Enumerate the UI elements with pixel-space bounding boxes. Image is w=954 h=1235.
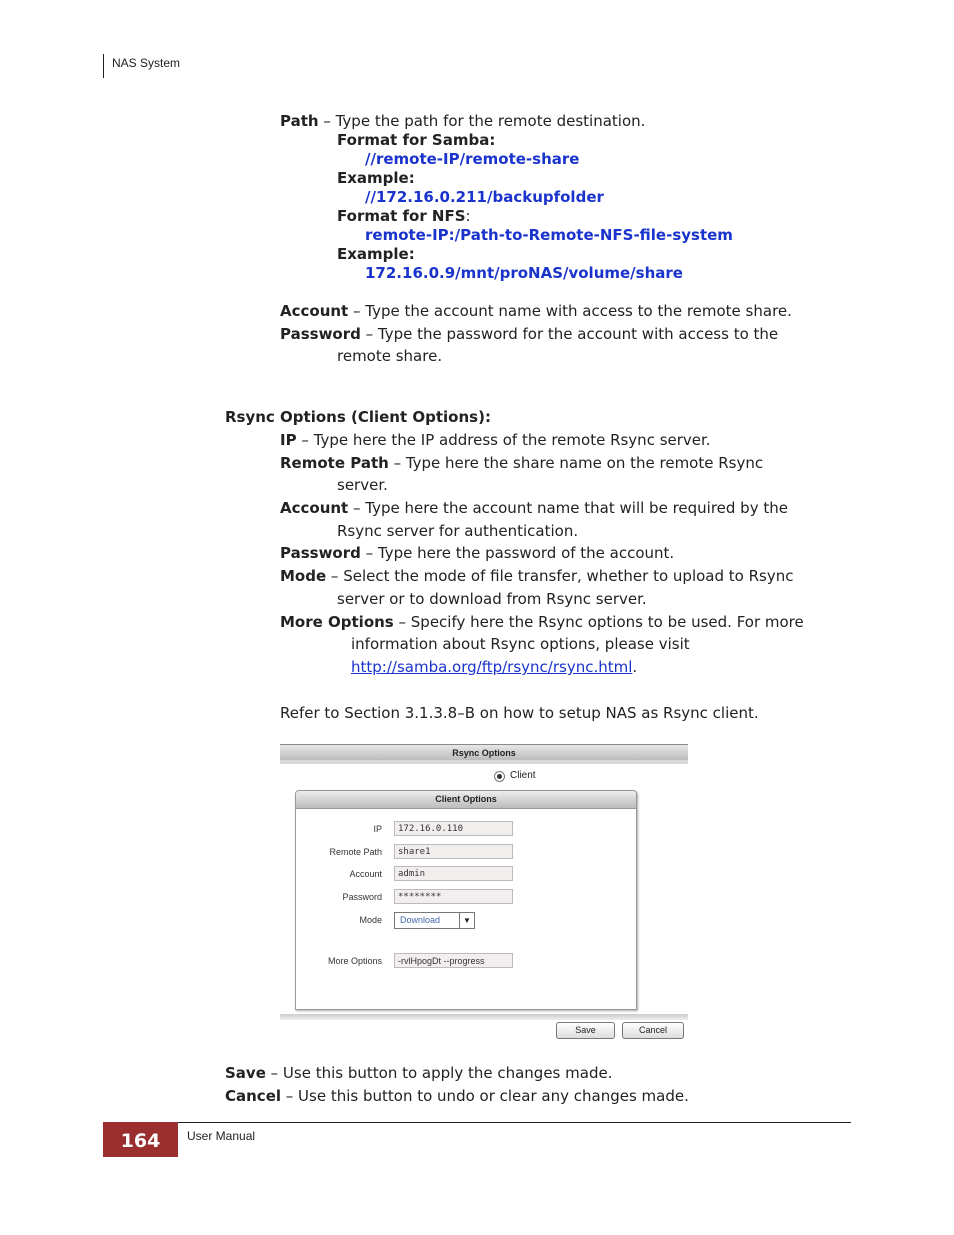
mode-value: Download bbox=[400, 915, 441, 925]
header-rule bbox=[103, 54, 104, 78]
ip-desc: – Type here the IP address of the remote Rsync server. bbox=[296, 431, 711, 449]
path-term: Path bbox=[280, 112, 319, 130]
client-radio[interactable] bbox=[494, 771, 505, 782]
nfs-label-line bbox=[337, 206, 471, 226]
mode-select[interactable] bbox=[394, 912, 475, 929]
mode-line bbox=[280, 566, 793, 586]
nfs-format: remote-IP:/Path-to-Remote-NFS-file-system bbox=[365, 226, 733, 244]
password-desc: – Type the password for the account with access to the bbox=[360, 325, 779, 343]
more-term: More Options bbox=[280, 613, 394, 631]
account-line bbox=[280, 301, 792, 321]
mode-desc-2: server or to download from Rsync server. bbox=[337, 590, 647, 608]
mode-label: Mode bbox=[359, 915, 382, 925]
refer-text: Refer to Section 3.1.3.8–B on how to setup NAS as Rsync client. bbox=[280, 704, 759, 722]
remote-path-desc: – Type here the share name on the remote Rsync bbox=[388, 454, 764, 472]
rsync-account-line bbox=[280, 498, 788, 518]
rsync-password-term: Password bbox=[280, 544, 361, 562]
password-desc-2: remote share. bbox=[337, 347, 443, 365]
header-title: NAS System bbox=[112, 56, 181, 70]
more-line bbox=[280, 612, 804, 632]
rsync-password-desc: – Type here the password of the account. bbox=[360, 544, 675, 562]
remote-path-line bbox=[280, 453, 763, 473]
chevron-down-icon: ▼ bbox=[459, 913, 474, 928]
more-period: . bbox=[632, 658, 638, 676]
account-desc: – Type the account name with access to the remote share. bbox=[348, 302, 792, 320]
rsync-account-desc-2: Rsync server for authentication. bbox=[337, 522, 579, 540]
client-options-box bbox=[295, 790, 637, 1010]
rsync-password-line bbox=[280, 543, 674, 563]
account-term: Account bbox=[280, 302, 349, 320]
save-desc-line bbox=[225, 1063, 612, 1083]
remote-path-label: Remote Path bbox=[329, 847, 382, 857]
nfs-example: 172.16.0.9/mnt/proNAS/volume/share bbox=[365, 264, 683, 282]
mode-desc: – Select the mode of file transfer, whether to upload to Rsync bbox=[326, 567, 794, 585]
path-line bbox=[280, 111, 645, 131]
rsync-account-term: Account bbox=[280, 499, 349, 517]
title-shadow bbox=[280, 760, 688, 764]
mode-term: Mode bbox=[280, 567, 327, 585]
more-desc: – Specify here the Rsync options to be used. For more bbox=[393, 613, 804, 631]
save-desc: – Use this button to apply the changes made. bbox=[265, 1064, 613, 1082]
ip-line bbox=[280, 430, 711, 450]
password-term: Password bbox=[280, 325, 361, 343]
save-term: Save bbox=[225, 1064, 266, 1082]
samba-example: //172.16.0.211/backupfolder bbox=[365, 188, 604, 206]
more-options-input[interactable]: -rvlHpogDt --progress bbox=[394, 953, 513, 968]
cancel-term: Cancel bbox=[225, 1087, 282, 1105]
ip-input[interactable]: 172.16.0.110 bbox=[394, 821, 513, 836]
more-link-line bbox=[351, 657, 637, 677]
footer-bar bbox=[280, 1014, 688, 1020]
password-label: Password bbox=[342, 892, 382, 902]
cancel-button[interactable]: Cancel bbox=[622, 1022, 684, 1039]
samba-format: //remote-IP/remote-share bbox=[365, 150, 580, 168]
remote-path-term: Remote Path bbox=[280, 454, 389, 472]
cancel-desc: – Use this button to undo or clear any changes made. bbox=[281, 1087, 689, 1105]
example-label-1: Example: bbox=[337, 169, 415, 187]
client-options-title: Client Options bbox=[296, 791, 636, 809]
remote-path-input[interactable]: share1 bbox=[394, 844, 513, 859]
nfs-colon: : bbox=[465, 207, 471, 225]
nfs-label: Format for NFS bbox=[337, 207, 466, 225]
example-label-2: Example: bbox=[337, 245, 415, 263]
ip-label: IP bbox=[373, 824, 382, 834]
password-input[interactable]: ******** bbox=[394, 889, 513, 904]
more-desc-2: information about Rsync options, please visit bbox=[351, 635, 690, 653]
remote-path-desc-2: server. bbox=[337, 476, 388, 494]
rsync-options-title: Rsync Options bbox=[280, 744, 688, 761]
client-radio-label: Client bbox=[510, 770, 536, 781]
rsync-docs-link[interactable]: http://samba.org/ftp/rsync/rsync.html bbox=[351, 658, 633, 676]
footer-label: User Manual bbox=[187, 1129, 256, 1143]
password-line bbox=[280, 324, 778, 344]
rsync-heading: Rsync Options (Client Options): bbox=[225, 408, 491, 426]
path-desc: – Type the path for the remote destination. bbox=[318, 112, 646, 130]
more-options-label: More Options bbox=[327, 956, 382, 966]
save-button[interactable]: Save bbox=[556, 1022, 615, 1039]
ip-term: IP bbox=[280, 431, 297, 449]
rsync-options-screenshot bbox=[280, 744, 688, 1044]
account-label: Account bbox=[349, 869, 382, 879]
footer-rule bbox=[178, 1122, 851, 1123]
page-number: 164 bbox=[103, 1122, 178, 1157]
account-input[interactable]: admin bbox=[394, 866, 513, 881]
rsync-account-desc: – Type here the account name that will be required by the bbox=[348, 499, 788, 517]
samba-label: Format for Samba: bbox=[337, 131, 496, 149]
cancel-desc-line bbox=[225, 1086, 689, 1106]
